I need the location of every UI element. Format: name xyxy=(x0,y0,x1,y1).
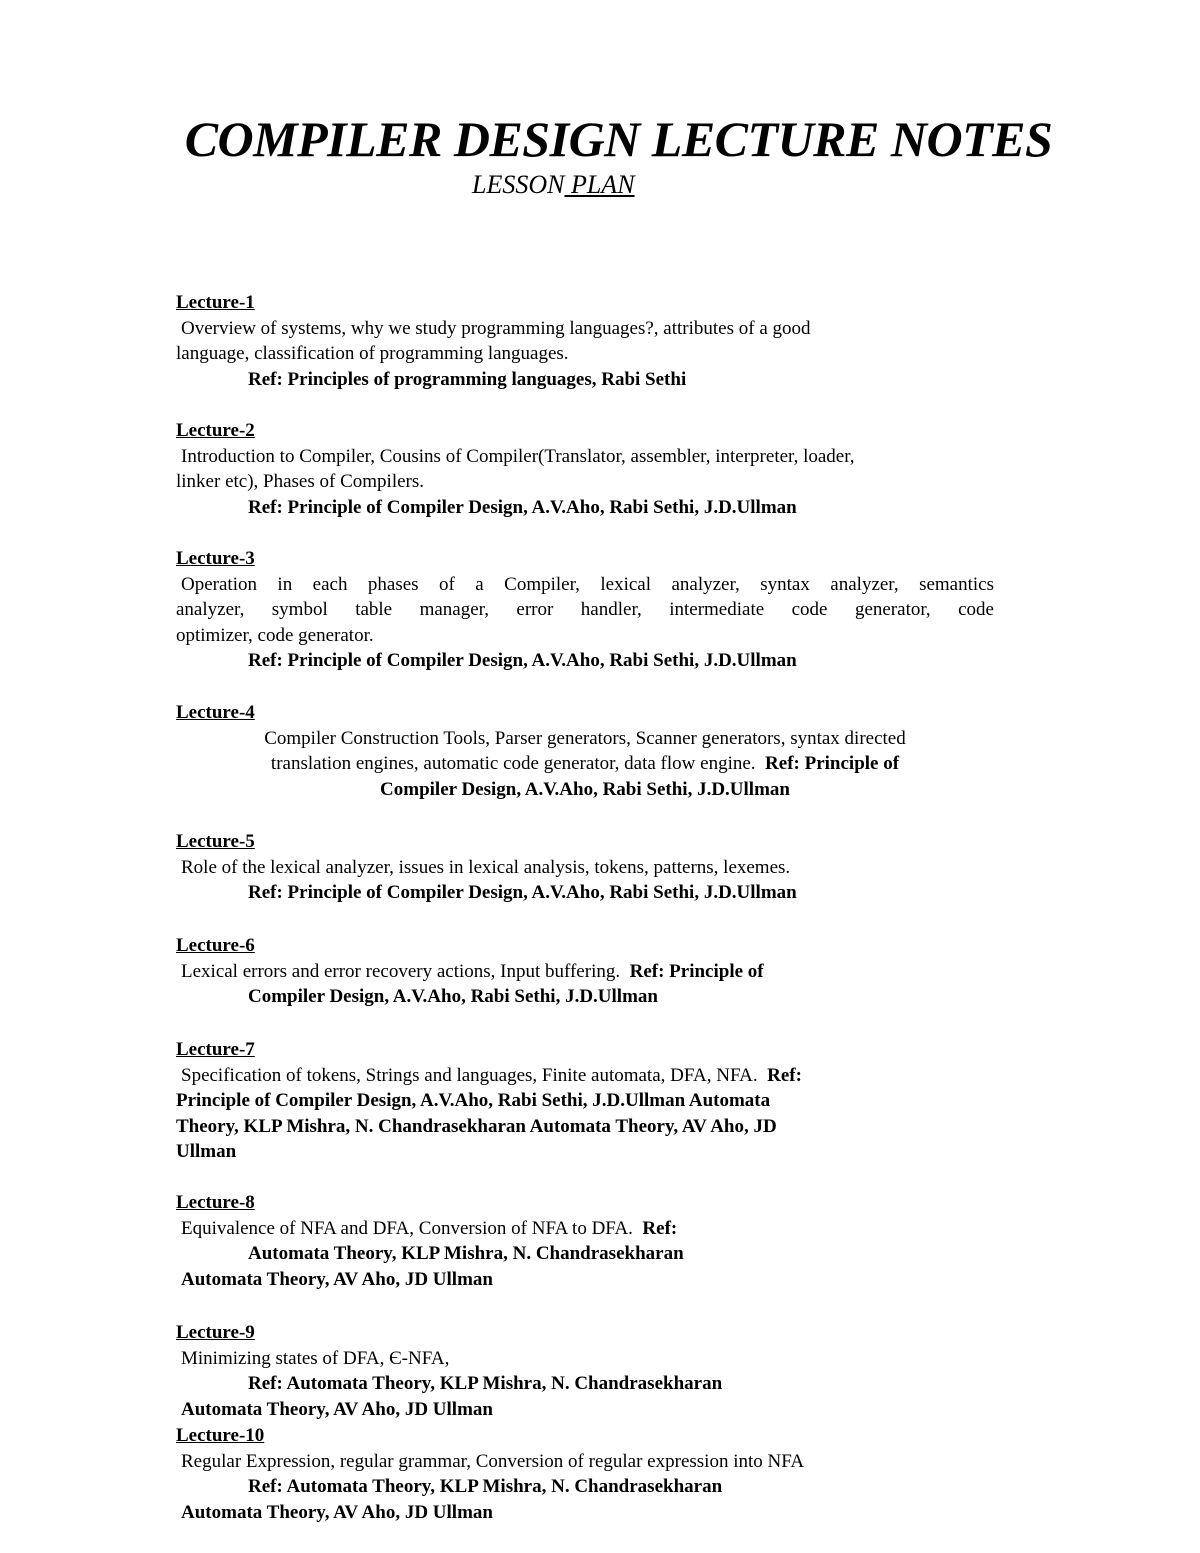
lecture-text-line xyxy=(176,959,764,985)
lecture-10 xyxy=(176,1423,804,1525)
lecture-reference: Ref: Principle of Compiler Design, A.V.Aho, Rabi Sethi, J.D.Ullman xyxy=(248,496,797,518)
lecture-text-line xyxy=(176,1216,684,1242)
lecture-9 xyxy=(176,1320,722,1422)
lecture-6 xyxy=(176,933,764,1010)
lecture-reference: Automata Theory, AV Aho, JD Ullman xyxy=(181,1398,493,1420)
lecture-reference: Ref: xyxy=(642,1217,678,1239)
lecture-text: Introduction to Compiler, Cousins of Compiler(Translator, assembler, interpreter, loader, xyxy=(181,445,855,467)
lecture-reference: Automata Theory, KLP Mishra, N. Chandrasekharan xyxy=(248,1243,684,1264)
lecture-text: translation engines, automatic code generator, data flow engine. xyxy=(270,753,756,774)
lecture-reference: Ref: xyxy=(767,1064,802,1086)
lecture-1 xyxy=(176,290,811,392)
lecture-heading: Lecture-10 xyxy=(176,1425,265,1446)
lecture-reference: Ref: Automata Theory, KLP Mishra, N. Chandrasekharan xyxy=(248,1373,723,1394)
lecture-text: Role of the lexical analyzer, issues in lexical analysis, tokens, patterns, lexemes. xyxy=(181,856,791,878)
document-title: COMPILER DESIGN LECTURE NOTES xyxy=(184,111,1053,167)
lecture-7 xyxy=(176,1037,802,1165)
lecture-text: analyzer, symbol table manager, error handler, intermediate code generator, code xyxy=(176,599,994,620)
lecture-heading: Lecture-2 xyxy=(176,420,255,441)
lecture-text: Minimizing states of DFA, Є-NFA, xyxy=(181,1347,450,1369)
lecture-text: Specification of tokens, Strings and languages, Finite automata, DFA, NFA. xyxy=(181,1064,758,1086)
lecture-text: Overview of systems, why we study programming languages?, attributes of a good xyxy=(181,317,811,339)
lecture-3 xyxy=(176,546,994,674)
lecture-text: language, classification of programming languages. xyxy=(176,343,569,364)
lecture-text: Lexical errors and error recovery actions, Input buffering. xyxy=(181,960,621,982)
lecture-heading: Lecture-8 xyxy=(176,1192,255,1213)
lecture-heading: Lecture-4 xyxy=(176,702,255,723)
lecture-text: Equivalence of NFA and DFA, Conversion of NFA to DFA. xyxy=(181,1217,633,1239)
lecture-text: Compiler Construction Tools, Parser generators, Scanner generators, syntax directed xyxy=(264,727,906,749)
lecture-reference: Ref: Principle of Compiler Design, A.V.Aho, Rabi Sethi, J.D.Ullman xyxy=(248,882,797,903)
lecture-reference: Ref: Principle of Compiler Design, A.V.Aho, Rabi Sethi, J.D.Ullman xyxy=(248,650,797,671)
subtitle-plan: PLAN xyxy=(564,170,635,199)
lecture-reference: Compiler Design, A.V.Aho, Rabi Sethi, J.D.Ullman xyxy=(380,778,790,800)
subtitle-lesson: LESSON xyxy=(472,170,565,199)
lecture-4 xyxy=(176,700,994,802)
lecture-5 xyxy=(176,829,797,906)
lecture-reference: Ref: Principle of xyxy=(765,753,900,774)
lecture-reference: Automata Theory, AV Aho, JD Ullman xyxy=(181,1501,493,1523)
lecture-heading: Lecture-1 xyxy=(176,292,255,313)
lecture-reference: Compiler Design, A.V.Aho, Rabi Sethi, J.D.Ullman xyxy=(248,986,658,1007)
lecture-text: linker etc), Phases of Compilers. xyxy=(176,471,425,492)
lecture-reference: Automata Theory, AV Aho, JD Ullman xyxy=(181,1268,493,1290)
lecture-heading: Lecture-9 xyxy=(176,1322,255,1343)
lecture-reference: Ref: Principles of programming languages, Rabi Sethi xyxy=(248,368,687,390)
lecture-reference: Ullman xyxy=(176,1141,237,1162)
lecture-reference: Ref: Principle of xyxy=(629,960,764,982)
lecture-heading: Lecture-3 xyxy=(176,548,255,569)
lecture-2 xyxy=(176,418,855,520)
lecture-heading: Lecture-7 xyxy=(176,1039,255,1060)
lecture-text: Regular Expression, regular grammar, Conversion of regular expression into NFA xyxy=(181,1450,805,1472)
lecture-8 xyxy=(176,1190,684,1292)
lecture-text-line xyxy=(176,751,994,777)
lecture-reference: Principle of Compiler Design, A.V.Aho, Rabi Sethi, J.D.Ullman Automata xyxy=(176,1090,771,1111)
lecture-text-line xyxy=(176,1063,802,1089)
lecture-reference: Theory, KLP Mishra, N. Chandrasekharan Automata Theory, AV Aho, JD xyxy=(176,1115,777,1137)
lecture-text: optimizer, code generator. xyxy=(176,624,374,646)
lecture-text: Operation in each phases of a Compiler, lexical analyzer, syntax analyzer, semantics xyxy=(181,573,994,595)
lecture-heading: Lecture-5 xyxy=(176,831,255,852)
lecture-heading: Lecture-6 xyxy=(176,935,255,956)
document-subtitle xyxy=(472,170,635,200)
lecture-reference: Ref: Automata Theory, KLP Mishra, N. Chandrasekharan xyxy=(248,1476,723,1497)
